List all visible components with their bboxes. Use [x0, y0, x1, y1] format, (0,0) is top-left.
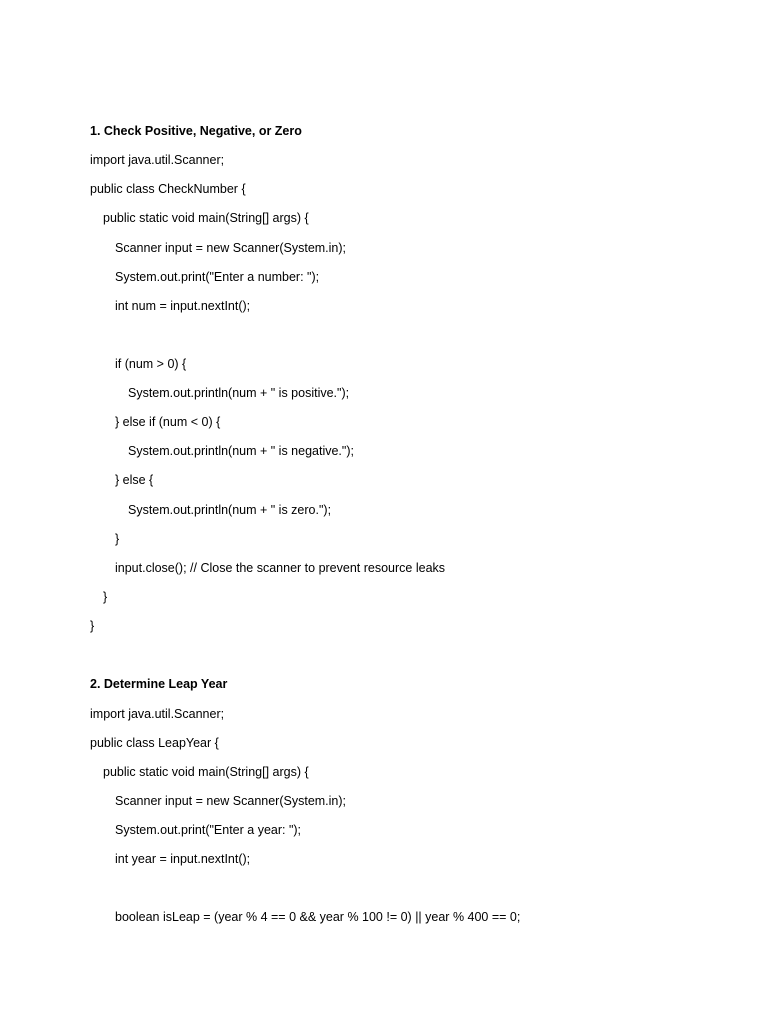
code-line: System.out.println(num + " is positive.");: [128, 386, 350, 400]
section-heading-check-number: 1. Check Positive, Negative, or Zero: [90, 124, 302, 138]
code-line: System.out.println(num + " is zero.");: [128, 503, 332, 517]
code-line: }: [115, 532, 120, 546]
code-line: } else if (num < 0) {: [115, 415, 221, 429]
code-line: public static void main(String[] args) {: [103, 765, 309, 779]
code-line: int num = input.nextInt();: [115, 299, 251, 313]
code-line: import java.util.Scanner;: [90, 707, 225, 721]
code-line: Scanner input = new Scanner(System.in);: [115, 794, 347, 808]
code-line: System.out.print("Enter a year: ");: [115, 823, 302, 837]
code-line: import java.util.Scanner;: [90, 153, 225, 167]
code-line: input.close(); // Close the scanner to prevent resource leaks: [115, 561, 446, 575]
code-line: public class LeapYear {: [90, 736, 219, 750]
code-line: }: [103, 590, 108, 604]
code-line: }: [90, 619, 95, 633]
code-line: Scanner input = new Scanner(System.in);: [115, 241, 347, 255]
code-line: public class CheckNumber {: [90, 182, 246, 196]
code-line: System.out.print("Enter a number: ");: [115, 270, 320, 284]
code-line: } else {: [115, 473, 154, 487]
section-heading-leap-year: 2. Determine Leap Year: [90, 677, 228, 691]
code-line: boolean isLeap = (year % 4 == 0 && year % 100 != 0) || year % 400 == 0;: [115, 910, 521, 924]
code-line: if (num > 0) {: [115, 357, 187, 371]
code-line: System.out.println(num + " is negative.");: [128, 444, 354, 458]
code-line: public static void main(String[] args) {: [103, 211, 309, 225]
code-line: int year = input.nextInt();: [115, 852, 251, 866]
